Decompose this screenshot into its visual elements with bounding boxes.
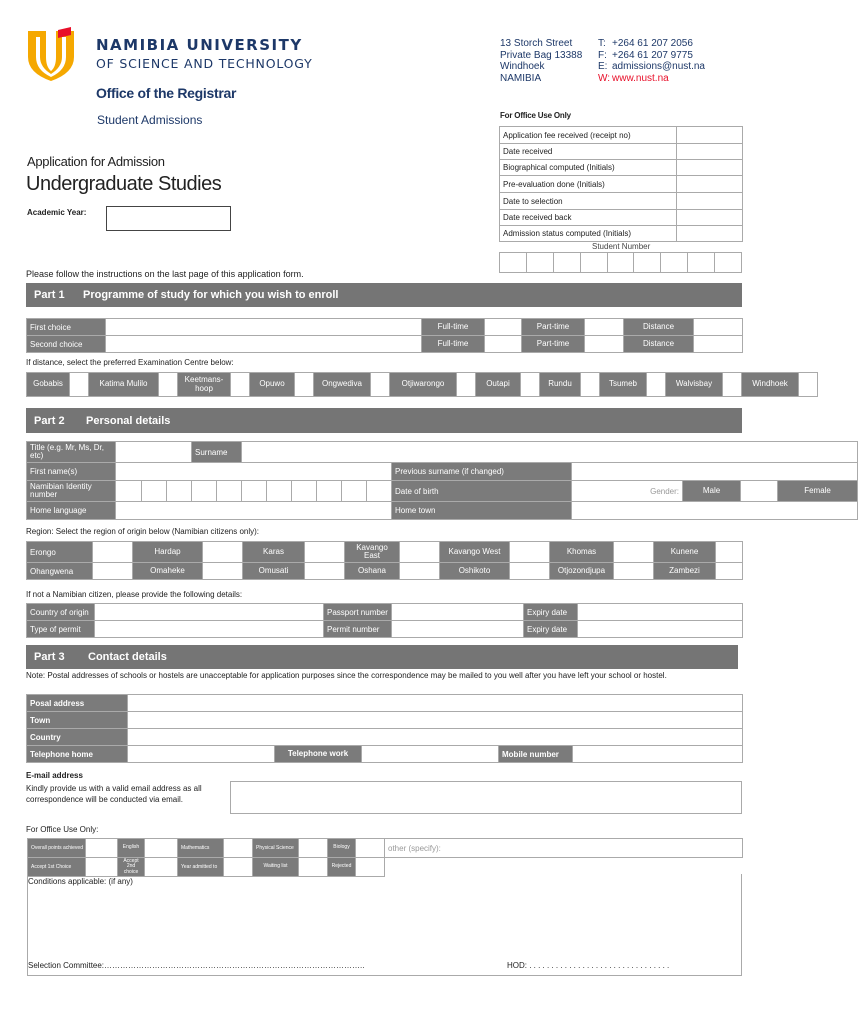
office-use-title: For Office Use Only — [500, 111, 571, 120]
biology-box[interactable] — [356, 839, 385, 858]
id-digit-box[interactable] — [192, 481, 217, 502]
id-digit-box[interactable] — [116, 481, 142, 502]
nust-logo — [24, 27, 78, 83]
waiting-list-label: Waiting list — [253, 858, 299, 877]
distance-label: Distance — [624, 319, 694, 336]
academic-year-label: Academic Year: — [27, 208, 87, 217]
office-assessment-table — [27, 838, 743, 877]
id-digit-box[interactable] — [242, 481, 267, 502]
permit-number-input[interactable] — [392, 621, 524, 638]
student-number-label: Student Number — [592, 242, 651, 251]
first-names-input[interactable] — [116, 463, 392, 481]
office-use-value[interactable] — [677, 176, 743, 193]
office-of-registrar: Office of the Registrar — [96, 85, 237, 101]
centre-label: Windhoek — [742, 373, 799, 397]
email-value[interactable]: admissions@nust.na — [612, 61, 705, 72]
part3-number: Part 3 — [34, 651, 65, 663]
region-table — [26, 541, 743, 580]
title-label: Title (e.g. Mr, Ms, Dr, etc) — [27, 442, 116, 463]
full-time-label: Full-time — [422, 336, 485, 353]
office-use-label: Biographical computed (Initials) — [500, 160, 677, 176]
region-box[interactable] — [93, 563, 133, 580]
email-instructions: Kindly provide us with a valid email address as all correspondence will be conducted via email. — [26, 784, 202, 804]
centre-label: Keetmans-hoop — [178, 373, 231, 397]
part3-title: Contact details — [88, 651, 167, 663]
centre-box[interactable] — [159, 373, 178, 397]
year-admitted-label: Year admitted to — [178, 858, 224, 877]
student-number-digit[interactable] — [607, 253, 634, 273]
first-distance-box[interactable] — [694, 319, 743, 336]
region-box[interactable] — [614, 542, 654, 563]
telephone-home-label: Telephone home — [27, 746, 128, 763]
region-box[interactable] — [510, 563, 550, 580]
dob-label: Date of birth — [392, 481, 572, 502]
country-input[interactable] — [128, 729, 743, 746]
centre-box[interactable] — [521, 373, 540, 397]
passport-number-input[interactable] — [392, 604, 524, 621]
instructions-text: Please follow the instructions on the last page of this application form. — [26, 269, 304, 279]
centre-label: Gobabis — [27, 373, 70, 397]
region-label: Omaheke — [133, 563, 203, 580]
office-use-value[interactable] — [677, 210, 743, 226]
english-box[interactable] — [145, 839, 178, 858]
office-use-label: Admission status computed (Initials) — [500, 226, 677, 242]
region-box[interactable] — [614, 563, 654, 580]
surname-input[interactable] — [242, 442, 858, 463]
permit-number-label: Permit number — [324, 621, 392, 638]
other-specify-label: other (specify): — [388, 843, 441, 853]
first-choice-label: First choice — [27, 319, 106, 336]
region-box[interactable] — [305, 563, 345, 580]
office-use-label-2: For Office Use Only: — [26, 825, 99, 834]
centre-label: Katima Mulilo — [89, 373, 159, 397]
address-bag: Private Bag 13388 — [500, 49, 583, 61]
mathematics-box[interactable] — [224, 839, 253, 858]
part1-title: Programme of study for which you wish to enroll — [83, 289, 339, 301]
address-country: NAMIBIA — [500, 72, 542, 84]
exam-centre-table — [26, 372, 818, 397]
centre-label: Rundu — [540, 373, 581, 397]
conditions-label: Conditions applicable: (if any) — [28, 877, 133, 886]
office-use-value[interactable] — [677, 127, 743, 144]
male-box[interactable] — [741, 481, 778, 502]
id-digit-box[interactable] — [342, 481, 367, 502]
permit-type-label: Type of permit — [27, 621, 95, 638]
region-box[interactable] — [716, 542, 743, 563]
region-box[interactable] — [93, 542, 133, 563]
overall-points-box[interactable] — [86, 839, 118, 858]
centre-label: Opuwo — [250, 373, 295, 397]
mobile-number-label: Mobile number — [499, 746, 573, 763]
home-town-label: Home town — [392, 502, 572, 520]
region-label: Kavango East — [345, 542, 400, 563]
contact-table — [26, 694, 743, 763]
region-label: Kunene — [654, 542, 716, 563]
hod-line: HOD: . . . . . . . . . . . . . . . . . . . . . . . . . . . . . . . . — [507, 961, 670, 970]
physical-science-label: Physical Science — [253, 839, 299, 858]
centre-box[interactable] — [647, 373, 666, 397]
part1-header — [26, 283, 742, 307]
student-number-digit[interactable] — [553, 253, 580, 273]
part1-number: Part 1 — [34, 289, 65, 301]
exam-centre-note: If distance, select the preferred Examination Centre below: — [26, 358, 234, 367]
rejected-label: Rejected — [328, 858, 356, 877]
office-use-value[interactable] — [677, 144, 743, 160]
centre-box[interactable] — [295, 373, 314, 397]
region-label: Omusati — [243, 563, 305, 580]
previous-surname-label: Previous surname (if changed) — [392, 463, 572, 481]
telephone-work-label: Telephone work — [275, 746, 362, 763]
student-number-digit[interactable] — [715, 253, 742, 273]
region-note: Region: Select the region of origin below (Namibian citizens only): — [26, 527, 260, 536]
student-number-boxes[interactable] — [499, 252, 742, 273]
postal-note: Note: Postal addresses of schools or hostels are unacceptable for application purposes since the correspondence may be mailed to you well after you have left your school or hostel. — [26, 671, 667, 680]
id-number-label: Namibian Identity number — [27, 481, 116, 502]
office-use-value[interactable] — [677, 193, 743, 210]
region-label: Hardap — [133, 542, 203, 563]
title-input[interactable] — [116, 442, 192, 463]
student-number-digit[interactable] — [500, 253, 527, 273]
centre-label: Otjiwarongo — [390, 373, 457, 397]
biology-label: Biology — [328, 839, 356, 858]
town-input[interactable] — [128, 712, 743, 729]
part3-header — [26, 645, 738, 669]
part2-title: Personal details — [86, 415, 171, 427]
academic-year-field[interactable] — [106, 206, 231, 231]
region-box[interactable] — [400, 563, 440, 580]
part2-number: Part 2 — [34, 415, 65, 427]
second-distance-box[interactable] — [694, 336, 743, 353]
region-label: Khomas — [550, 542, 614, 563]
region-label: Oshana — [345, 563, 400, 580]
region-label: Kavango West — [440, 542, 510, 563]
office-use-value[interactable] — [677, 226, 743, 242]
office-use-label: Date to selection — [500, 193, 677, 210]
student-number-digit[interactable] — [688, 253, 715, 273]
centre-label: Outapi — [476, 373, 521, 397]
id-digit-box[interactable] — [292, 481, 317, 502]
office-use-label: Date received back — [500, 210, 677, 226]
town-label: Town — [27, 712, 128, 729]
female-label: Female — [778, 481, 858, 502]
office-use-table — [499, 126, 743, 242]
second-full-time-box[interactable] — [485, 336, 522, 353]
first-choice-input[interactable] — [106, 319, 422, 336]
part-time-label: Part-time — [522, 319, 585, 336]
centre-box[interactable] — [371, 373, 390, 397]
region-label: Oshikoto — [440, 563, 510, 580]
centre-label: Walvisbay — [666, 373, 723, 397]
fax-label: F: — [598, 49, 607, 61]
accept-second-label: Accept 2nd choice — [118, 858, 145, 877]
university-name-line1: NAMIBIA UNIVERSITY — [96, 36, 303, 54]
gender-label: Gender: — [650, 486, 680, 496]
passport-number-label: Passport number — [324, 604, 392, 621]
contact-block — [598, 38, 705, 84]
second-choice-label: Second choice — [27, 336, 106, 353]
first-full-time-box[interactable] — [485, 319, 522, 336]
email-label: E: — [598, 61, 608, 72]
surname-label: Surname — [192, 442, 242, 463]
personal-details-table — [26, 441, 858, 520]
first-part-time-box[interactable] — [585, 319, 624, 336]
email-title: E-mail address — [26, 771, 83, 780]
centre-box[interactable] — [231, 373, 250, 397]
centre-box[interactable] — [799, 373, 818, 397]
tel-value: +264 61 207 2056 — [612, 38, 693, 49]
tel-label: T: — [598, 38, 606, 49]
student-number-digit[interactable] — [661, 253, 688, 273]
postal-address-input[interactable] — [128, 695, 743, 712]
dob-input[interactable] — [572, 481, 683, 502]
full-time-label: Full-time — [422, 319, 485, 336]
id-digit-box[interactable] — [267, 481, 292, 502]
region-label: Ohangwena — [27, 563, 93, 580]
expiry-date-label: Expiry date — [524, 621, 578, 638]
region-label: Zambezi — [654, 563, 716, 580]
accept-first-label: Accept 1st Choice — [28, 858, 86, 877]
male-label: Male — [683, 481, 741, 502]
office-use-value[interactable] — [677, 160, 743, 176]
centre-label: Ongwediva — [314, 373, 371, 397]
fax-value: +264 61 207 9775 — [612, 49, 693, 61]
telephone-home-input[interactable] — [128, 746, 275, 763]
centre-box[interactable] — [70, 373, 89, 397]
id-digit-box[interactable] — [217, 481, 242, 502]
second-part-time-box[interactable] — [585, 336, 624, 353]
address-city: Windhoek — [500, 61, 545, 72]
physical-science-box[interactable] — [299, 839, 328, 858]
centre-label: Tsumeb — [600, 373, 647, 397]
student-number-digit[interactable] — [580, 253, 607, 273]
part2-header — [26, 408, 742, 433]
address-street: 13 Storch Street — [500, 38, 573, 49]
region-box[interactable] — [400, 542, 440, 563]
country-label: Country — [27, 729, 128, 746]
address-block — [500, 38, 582, 84]
region-box[interactable] — [203, 563, 243, 580]
permit-type-input[interactable] — [95, 621, 324, 638]
distance-label: Distance — [624, 336, 694, 353]
home-language-input[interactable] — [116, 502, 392, 520]
programme-choice-table — [26, 318, 743, 353]
region-label: Erongo — [27, 542, 93, 563]
home-town-input[interactable] — [572, 502, 858, 520]
second-choice-input[interactable] — [106, 336, 422, 353]
id-digit-box[interactable] — [167, 481, 192, 502]
centre-box[interactable] — [457, 373, 476, 397]
form-title: Undergraduate Studies — [26, 173, 222, 195]
office-use-label: Pre-evaluation done (Initials) — [500, 176, 677, 193]
id-digit-box[interactable] — [367, 481, 392, 502]
telephone-work-input[interactable] — [362, 746, 499, 763]
part-time-label: Part-time — [522, 336, 585, 353]
first-names-label: First name(s) — [27, 463, 116, 481]
english-label: English — [118, 839, 145, 858]
foreign-note: If not a Namibian citizen, please provide the following details: — [26, 590, 243, 599]
id-digit-box[interactable] — [142, 481, 167, 502]
region-label: Otjozondjupa — [550, 563, 614, 580]
mobile-number-input[interactable] — [573, 746, 743, 763]
mathematics-label: Mathematics — [178, 839, 224, 858]
web-value[interactable]: www.nust.na — [612, 72, 669, 84]
postal-address-label: Posal address — [27, 695, 128, 712]
overall-points-label: Overall points achieved — [28, 839, 86, 858]
university-name-line2: OF SCIENCE AND TECHNOLOGY — [96, 56, 313, 71]
student-number-digit[interactable] — [634, 253, 661, 273]
foreign-table — [26, 603, 743, 638]
centre-box[interactable] — [581, 373, 600, 397]
permit-expiry-input[interactable] — [578, 621, 743, 638]
previous-surname-input[interactable] — [572, 463, 858, 481]
id-digit-box[interactable] — [317, 481, 342, 502]
office-use-label: Application fee received (receipt no) — [500, 127, 677, 144]
home-language-label: Home language — [27, 502, 116, 520]
country-origin-input[interactable] — [95, 604, 324, 621]
selection-committee-line: Selection Committee:…………………………………………………………………………………….. — [28, 961, 365, 970]
region-box[interactable] — [510, 542, 550, 563]
country-origin-label: Country of origin — [27, 604, 95, 621]
student-number-digit[interactable] — [526, 253, 553, 273]
web-label: W: — [598, 72, 611, 84]
centre-box[interactable] — [723, 373, 742, 397]
region-box[interactable] — [305, 542, 345, 563]
region-box[interactable] — [203, 542, 243, 563]
email-input[interactable] — [230, 781, 742, 814]
region-label: Karas — [243, 542, 305, 563]
office-use-label: Date received — [500, 144, 677, 160]
student-admissions: Student Admissions — [97, 113, 203, 127]
other-specify-field[interactable] — [385, 839, 743, 858]
region-box[interactable] — [716, 563, 743, 580]
form-subtitle: Application for Admission — [27, 154, 165, 169]
passport-expiry-input[interactable] — [578, 604, 743, 621]
expiry-date-label: Expiry date — [524, 604, 578, 621]
